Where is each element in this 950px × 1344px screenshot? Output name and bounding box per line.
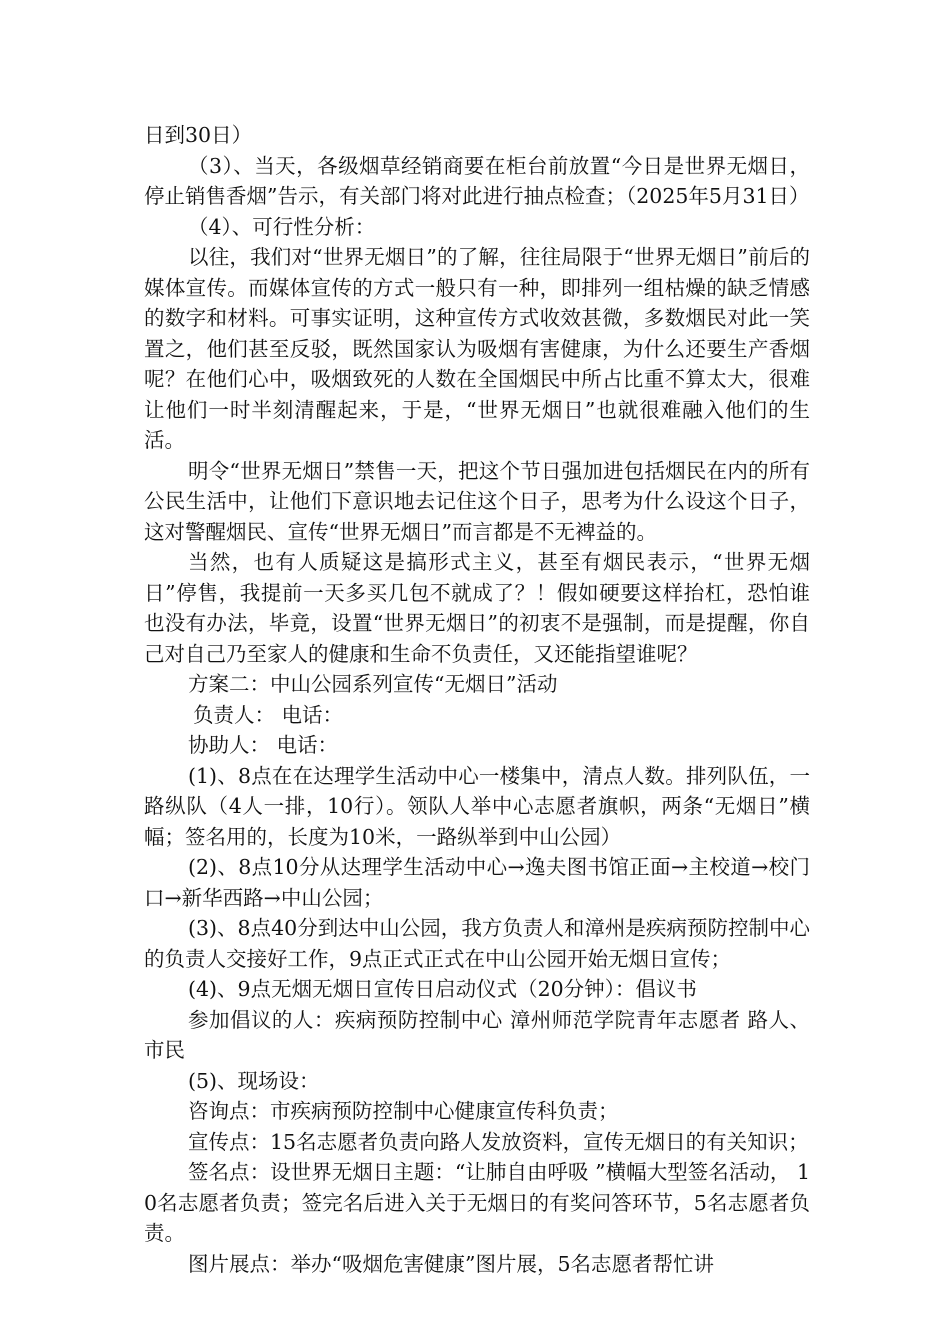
step-3-paragraph: (3)、8点40分到达中山公园，我方负责人和漳州是疾病预防控制中心的负责人交接好工作，9点正式正式在中山公园开始无烟日宣传； (144, 916, 810, 971)
publicity-point: 宣传点：15名志愿者负责向路人发放资料，宣传无烟日的有关知识； (188, 1129, 809, 1154)
step-1-paragraph: (1)、8点在在达理学生活动中心一楼集中，清点人数。排列队伍，一路纵队（4人一排，10行）。领队人举中心志愿者旗帜，两条“无烟日”横幅；签名用的，长度为10米，一路纵举到中山公园） (144, 763, 810, 849)
document-page (144, 120, 810, 1279)
consultation-point: 咨询点：市疾病预防控制中心健康宣传科负责； (188, 1099, 619, 1123)
paragraph-item-3: （3）、当天，各级烟草经销商要在柜台前放置“今日是世界无烟日，停止销售香烟”告示，有关部门将对此进行抽点检查；（2025年5月31日） (144, 153, 810, 208)
step-5-heading: (5)、现场设： (188, 1068, 320, 1093)
paragraph-feasibility-2: 明令“世界无烟日”禁售一天，把这个节日强加进包括烟民在内的所有公民生活中，让他们下意识地去记住这个日子，思考为什么设这个日子，这对警醒烟民、宣传“世界无烟日”而言都是不无裨益的。 (144, 458, 810, 544)
paragraph-feasibility-1: 以往，我们对“世界无烟日”的了解，往往局限于“世界无烟日”前后的媒体宣传。而媒体宣传的方式一般只有一种，即排列一组枯燥的缺乏情感的数字和材料。可事实证明，这种宣传方式收效甚微，多数烟民对此一笑置之，他们甚至反驳，既然国家认为吸烟有害健康，为什么还要生产香烟呢？在他们心中，吸烟致死的人数在全国烟民中所占比重不算太大，很难让他们一时半刻清醒起来，于是，“世界无烟日”也就很难融入他们的生活。 (144, 245, 810, 452)
step-4-paragraph: (4)、9点无烟无烟日宣传日启动仪式（20分钟）：倡议书 (188, 977, 697, 1001)
paragraph-date-range-end: 日到30日） (144, 123, 253, 147)
plan-two-heading: 方案二：中山公园系列宣传“无烟日”活动 (188, 672, 558, 696)
photo-exhibition-point: 图片展点：举办“吸烟危害健康”图片展，5名志愿者帮忙讲 (188, 1251, 715, 1276)
signature-point: 签名点：设世界无烟日主题：“让肺自由呼吸 ”横幅大型签名活动， 10名志愿者负责；签完名后进入关于无烟日的有奖问答环节，5名志愿者负责。 (144, 1160, 810, 1245)
paragraph-feasibility-3: 当然，也有人质疑这是搞形式主义，甚至有烟民表示，“世界无烟日”停售，我提前一天多买几包不就成了？！假如硬要这样抬杠，恐怕谁也没有办法，毕竟，设置“世界无烟日”的初衷不是强制，而是提醒，你自己对自己乃至家人的健康和生命不负责任，又还能指望谁呢？ (144, 550, 810, 666)
step-2-paragraph: (2)、8点10分从达理学生活动中心→逸夫图书馆正面→主校道→校门口→新华西路→中山公园； (144, 855, 810, 910)
participants-paragraph: 参加倡议的人：疾病预防控制中心 漳州师范学院青年志愿者 路人、市民 (144, 1007, 810, 1062)
assistant-line: 协助人： 电话： (188, 733, 339, 757)
responsible-person-line: 负责人： 电话： (193, 702, 344, 727)
paragraph-item-4-heading: （4）、可行性分析： (188, 214, 376, 239)
